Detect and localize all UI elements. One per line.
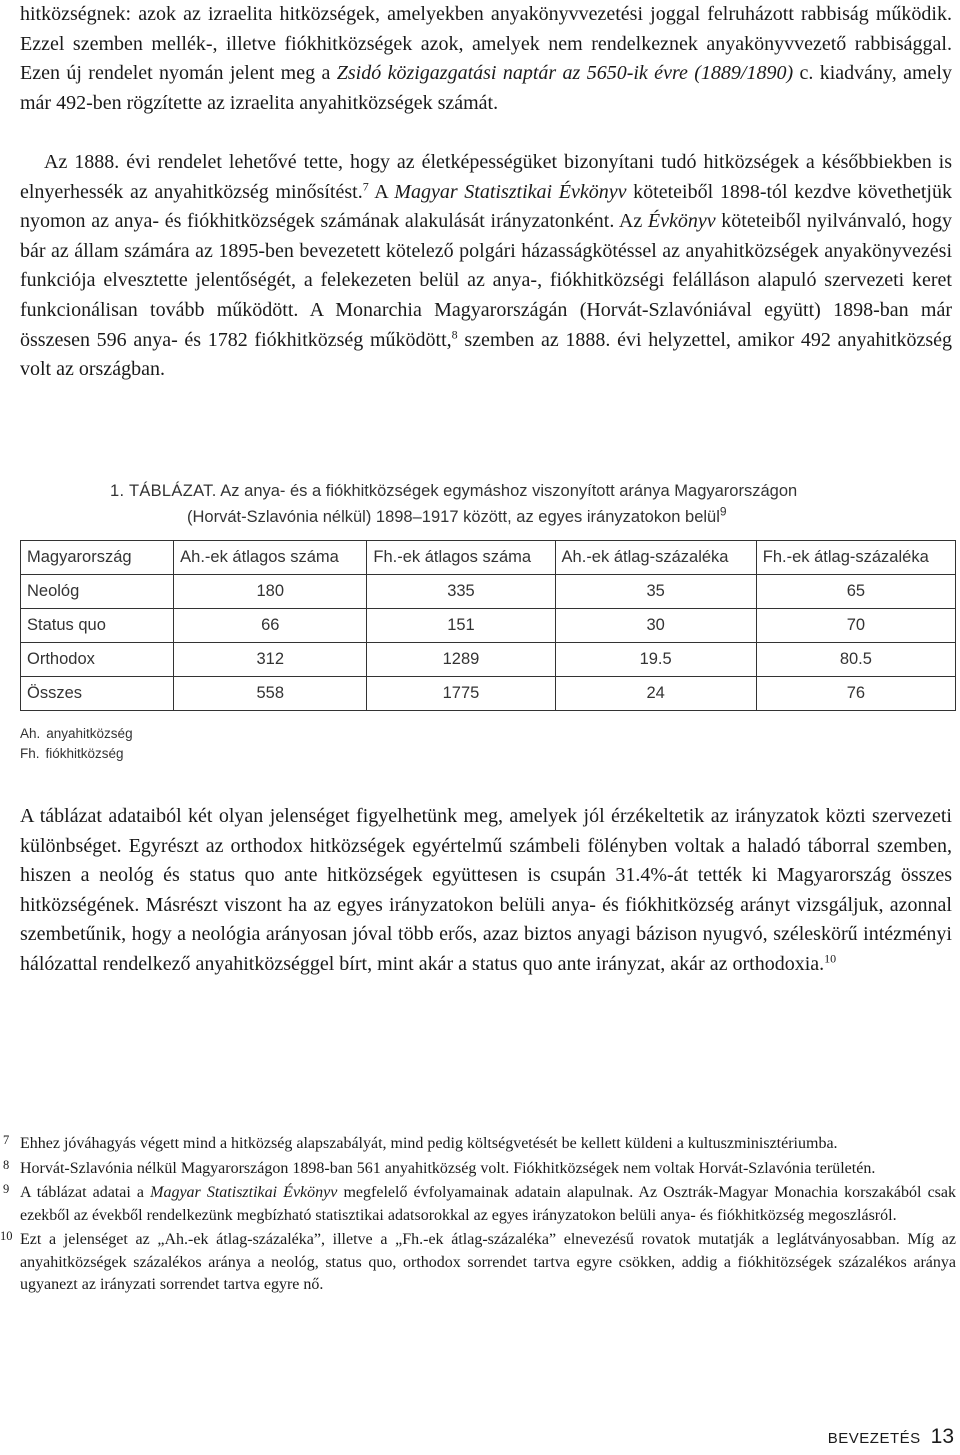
table-caption-title-1: Az anya- és a fiókhitközségek egymáshoz viszonyított aránya Magyarországon <box>216 482 798 500</box>
p1-seg-1: hitközségnek: azok az izraelita hitközségek, amelyekben anyakönyvvezetési joggal felruházott rabbiság működik. Ezzel szemben mellék-, illetve fiókhitközségek azok, amelyek nem rendelkeznek anyakönyvvezető rabbisággal. Ezen új rendelet nyomán jelent meg a <box>20 3 952 85</box>
footnote-8 <box>0 1158 956 1181</box>
table-cell: 312 <box>174 643 367 677</box>
table-cell: Összes <box>21 677 174 711</box>
footnote-number: 8 <box>3 1157 10 1172</box>
p2-italic-evkonyv: Évkönyv <box>647 210 716 233</box>
table-cell: 66 <box>174 609 367 643</box>
p2-italic-evkonyv-title: Magyar Statisztikai Évkönyv <box>394 180 627 203</box>
p2-part-2: A <box>368 180 395 203</box>
footnote-10 <box>0 1229 956 1297</box>
table-cell: Neológ <box>21 575 174 609</box>
page-number: 13 <box>930 1425 954 1448</box>
header-cell: Ah.-ek átlag-százaléka <box>555 541 756 575</box>
legend-item <box>20 724 133 744</box>
footnotes <box>0 1133 960 1299</box>
table-row <box>21 575 956 609</box>
table-cell: 24 <box>555 677 756 711</box>
legend-abbr: Fh. <box>20 746 40 761</box>
table-header-row <box>21 541 956 575</box>
header-cell: Fh.-ek átlagos száma <box>367 541 555 575</box>
paragraph-1 <box>20 0 952 118</box>
paragraph-3 <box>20 802 952 980</box>
table-cell: 65 <box>756 575 955 609</box>
header-cell: Fh.-ek átlag-százaléka <box>756 541 955 575</box>
table-row <box>21 643 956 677</box>
legend-meaning: fiókhitközség <box>45 746 124 761</box>
table-caption-line-1 <box>110 478 890 504</box>
table-cell: 151 <box>367 609 555 643</box>
p1-seg-3: c. kiadvány, amely már 492-ben rögzítette az izraelita anyahitközségek számát. <box>20 62 952 114</box>
footnote-number: 7 <box>3 1133 10 1147</box>
table-cell: 80.5 <box>756 643 955 677</box>
footnote-number: 10 <box>0 1229 13 1243</box>
running-footer <box>828 1425 954 1449</box>
footnote-text: Horvát-Szlavónia nélkül Magyarországon 1898-ban 561 anyahitközség volt. Fiókhitközségek nem voltak Horvát-Szlavónia területén. <box>20 1159 876 1177</box>
p1-seg-2-italic: Zsidó közigazgatási naptár az 5650-ik évre (1889/1890) <box>336 62 794 85</box>
section-name: BEVEZETÉS <box>827 1430 921 1447</box>
p3-text: A táblázat adataiból két olyan jelenséget figyelhetünk meg, amelyek jól érzékeltetik az irányzatok közti szervezeti különbséget. Egyrészt az orthodox hitközségek egyértelmű számbeli fölényben voltak a haladó táborral szemben, hiszen a neológ és status quo ante hitközségek együttesen is csupán 31.4%-át tették ki Magyarország összes hitközségének. Másrészt viszont ha az egyes irányzatokon belüli anya- és fiókhitközség arányt vizsgáljuk, azonnal szembetűnik, hogy a neológia arányosan jóval több erős, azaz biztos anyagi bázison nyugvó, széleskörű intézményi hálózattal rendelkező anyahitközséggel bírt, mint akár a status quo ante irányzat, akár az orthodoxia. <box>20 805 952 975</box>
table-caption-title-2: (Horvát-Szlavónia nélkül) 1898–1917 között, az egyes irányzatokon belül <box>187 508 720 526</box>
table-cell: 1775 <box>367 677 555 711</box>
table-cell: 180 <box>174 575 367 609</box>
table-cell: 19.5 <box>555 643 756 677</box>
table-cell: 335 <box>367 575 555 609</box>
table-cell: 70 <box>756 609 955 643</box>
footnote-text: Ezt a jelenséget az „Ah.-ek átlag-százaléka”, illetve a „Fh.-ek átlag-százaléka” elnevezésű rovatok mutatják a leglátványosabban. Míg az anyahitközségek százalékos aránya a neológ, status quo, orthodox sorrendet tartva egyre csökken, addig a fiókhitözségek százalékos aránya ugyanezt az irányzati sorrendet tartva egyre nő. <box>20 1231 956 1293</box>
header-cell: Magyarország <box>21 541 174 575</box>
paragraph-2 <box>20 148 952 385</box>
footnote-text-pre: A táblázat adatai a <box>20 1184 151 1201</box>
legend-meaning: anyahitközség <box>46 726 133 741</box>
table-cell: 1289 <box>367 643 555 677</box>
table-caption-label: 1. TÁBLÁZAT. <box>110 482 217 500</box>
table-caption <box>110 478 890 530</box>
table-caption-line-2 <box>110 504 890 530</box>
legend-item <box>20 744 133 764</box>
footnote-ref-7: 7 <box>362 178 369 193</box>
footnote-ref-10: 10 <box>824 951 837 966</box>
footnote-text-post: megfelelő évfolyamainak adatain alapulnak. Az Osztrák-Magyar Monachia korszakából csak ezekből az évekből rendelkezünk megbízható statisztikai adatsorokkal az egyes irányzatokon belüli anya- és fiókhitközség megoszlásról. <box>20 1184 957 1224</box>
table-cell: 30 <box>555 609 756 643</box>
table-cell: 35 <box>555 575 756 609</box>
footnote-number: 9 <box>3 1182 10 1196</box>
table-cell: Orthodox <box>21 643 174 677</box>
table-cell: 76 <box>756 677 955 711</box>
footnote-ref-9: 9 <box>719 504 727 519</box>
footnote-9 <box>0 1182 956 1227</box>
p2-part-5: szemben az 1888. évi helyzettel, amikor 492 anyahitközség volt az országban. <box>20 328 953 381</box>
p2-part-3: köteteiből 1898-tól kezdve követhetjük nyomon az anya- és fiókhitközségek számának alakulását irányzatonként. Az <box>20 180 952 233</box>
p2-part-1: Az 1888. évi rendelet lehetővé tette, hogy az életképességüket bizonyítani tudó hitközségek a későbbiekben is elnyerhessék az anyahitközség minősítést. <box>20 151 952 203</box>
table-cell: 558 <box>174 677 367 711</box>
table-row <box>21 677 956 711</box>
footnote-7 <box>0 1133 956 1156</box>
header-cell: Ah.-ek átlagos száma <box>174 541 367 575</box>
footnote-italic-title: Magyar Statisztikai Évkönyv <box>150 1184 338 1201</box>
table-legend <box>20 724 133 764</box>
table-cell: Status quo <box>21 609 174 643</box>
table-row <box>21 609 956 643</box>
p2-part-4: köteteiből nyilvánvaló, hogy bár az állam számára az 1895-ben bevezetett kötelező polgári házasságkötéssel az anyahitközségek anyakönyvezési funkciója elvesztette jelentőségét, a felekezeten belül az anya-, fiókhitközségi felálláson alapuló szervezeti keret funkcionálisan tovább működött. A Monarchia Magyarországán (Horvát-Szlavóniával együtt) 1898-ban már összesen 596 anya- és 1782 fiókhitközség működött, <box>20 210 952 351</box>
data-table <box>20 540 956 711</box>
footnote-text: Ehhez jóváhagyás végett mind a hitközség alapszabályát, mind pedig költségvetését be kellett küldeni a kultuszminisztériumba. <box>20 1135 838 1152</box>
footnote-ref-8: 8 <box>451 326 458 341</box>
legend-abbr: Ah. <box>20 726 41 741</box>
